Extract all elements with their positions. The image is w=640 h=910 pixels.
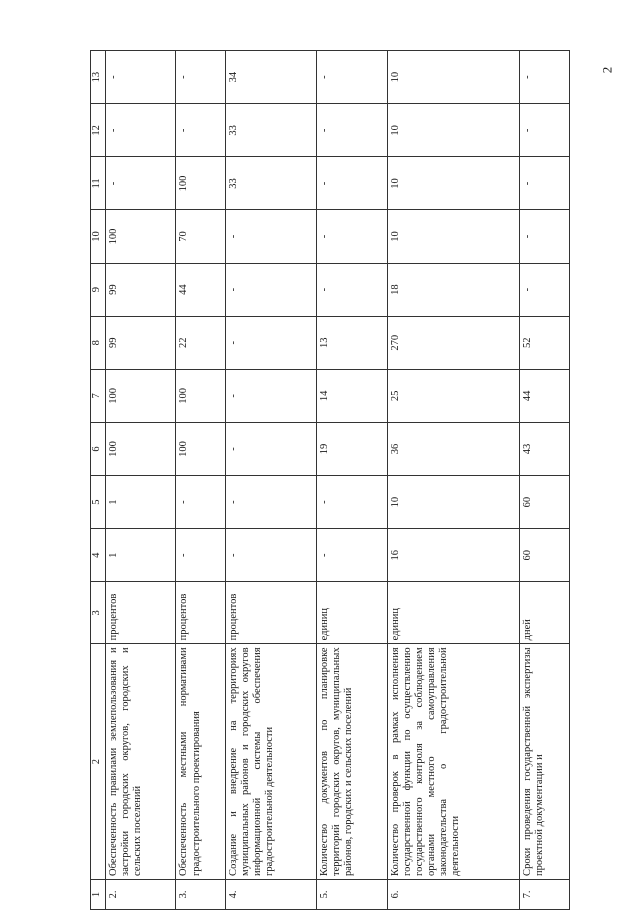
- value-cell: 270: [387, 316, 519, 369]
- table-row: [520, 51, 570, 910]
- value-cell: 34: [226, 51, 317, 104]
- value-cell: -: [317, 210, 387, 263]
- value-cell: -: [226, 316, 317, 369]
- value-cell: -: [520, 157, 570, 210]
- value-cell: 60: [520, 476, 570, 529]
- value-cell: 44: [520, 369, 570, 422]
- value-cell: 1: [106, 476, 176, 529]
- value-cell: 70: [176, 210, 226, 263]
- value-cell: -: [226, 369, 317, 422]
- column-header-13: 13: [91, 51, 106, 104]
- value-cell: 99: [106, 263, 176, 316]
- indicator-description-cell: Создание и внедрение на территориях муниципальных районов и городских округов информационной системы обеспечения градостроительной деятельности: [226, 644, 317, 880]
- table-row: [317, 51, 387, 910]
- value-cell: 100: [176, 157, 226, 210]
- value-cell: -: [106, 51, 176, 104]
- column-header-7: 7: [91, 369, 106, 422]
- row-number-cell: 4.: [226, 879, 317, 909]
- value-cell: -: [520, 104, 570, 157]
- value-cell: 25: [387, 369, 519, 422]
- column-header-5: 5: [91, 476, 106, 529]
- unit-cell: процентов: [106, 582, 176, 644]
- row-number-cell: 5.: [317, 879, 387, 909]
- value-cell: 99: [106, 316, 176, 369]
- value-cell: 10: [387, 157, 519, 210]
- value-cell: 44: [176, 263, 226, 316]
- table-row: [226, 51, 317, 910]
- indicator-description-cell: Обеспеченность правилами землепользования и застройки городских округов, городских и сельских поселений: [106, 644, 176, 880]
- value-cell: -: [226, 422, 317, 475]
- value-cell: 1: [106, 529, 176, 582]
- column-header-9: 9: [91, 263, 106, 316]
- table-row: [106, 51, 176, 910]
- value-cell: 10: [387, 104, 519, 157]
- column-header-2: 2: [91, 644, 106, 880]
- value-cell: -: [520, 51, 570, 104]
- value-cell: -: [106, 104, 176, 157]
- value-cell: -: [176, 51, 226, 104]
- column-header-10: 10: [91, 210, 106, 263]
- value-cell: -: [317, 529, 387, 582]
- column-header-3: 3: [91, 582, 106, 644]
- value-cell: 16: [387, 529, 519, 582]
- value-cell: 52: [520, 316, 570, 369]
- value-cell: 100: [176, 369, 226, 422]
- value-cell: -: [317, 157, 387, 210]
- unit-cell: единиц: [317, 582, 387, 644]
- value-cell: -: [176, 476, 226, 529]
- value-cell: -: [317, 263, 387, 316]
- rotated-table-container: [90, 50, 570, 910]
- row-number-cell: 6.: [387, 879, 519, 909]
- column-header-1: 1: [91, 879, 106, 909]
- table-row: [387, 51, 519, 910]
- column-header-12: 12: [91, 104, 106, 157]
- column-header-8: 8: [91, 316, 106, 369]
- indicator-description-cell: Обеспеченность местными нормативами градостроительного проектирования: [176, 644, 226, 880]
- value-cell: 10: [387, 210, 519, 263]
- value-cell: -: [176, 104, 226, 157]
- value-cell: -: [317, 476, 387, 529]
- value-cell: -: [176, 529, 226, 582]
- value-cell: 60: [520, 529, 570, 582]
- column-header-11: 11: [91, 157, 106, 210]
- value-cell: -: [226, 529, 317, 582]
- value-cell: 43: [520, 422, 570, 475]
- row-number-cell: 3.: [176, 879, 226, 909]
- value-cell: 22: [176, 316, 226, 369]
- row-number-cell: 7.: [520, 879, 570, 909]
- value-cell: 33: [226, 104, 317, 157]
- value-cell: -: [520, 210, 570, 263]
- row-number-cell: 2.: [106, 879, 176, 909]
- table-row: [176, 51, 226, 910]
- value-cell: -: [226, 263, 317, 316]
- value-cell: 100: [106, 422, 176, 475]
- unit-cell: процентов: [176, 582, 226, 644]
- indicator-description-cell: Количество проверок в рамках исполнения государственной функции по осуществлению государственного контроля за соблюдением органами местного самоуправления законодательства о градостроительной деятельности: [387, 644, 519, 880]
- indicator-description-cell: Сроки проведения государственной экспертизы проектной документации и: [520, 644, 570, 880]
- value-cell: -: [106, 157, 176, 210]
- value-cell: -: [226, 476, 317, 529]
- column-header-6: 6: [91, 422, 106, 475]
- value-cell: -: [520, 263, 570, 316]
- value-cell: -: [317, 51, 387, 104]
- value-cell: 10: [387, 476, 519, 529]
- value-cell: 10: [387, 51, 519, 104]
- indicators-table: [90, 50, 570, 910]
- value-cell: 19: [317, 422, 387, 475]
- value-cell: 100: [106, 369, 176, 422]
- unit-cell: дней: [520, 582, 570, 644]
- indicator-description-cell: Количество документов по планировке территорий городских округов, муниципальных районов, городских и сельских поселений: [317, 644, 387, 880]
- value-cell: 100: [176, 422, 226, 475]
- value-cell: -: [226, 210, 317, 263]
- page-number: 2: [598, 66, 614, 74]
- value-cell: -: [317, 104, 387, 157]
- value-cell: 13: [317, 316, 387, 369]
- column-header-4: 4: [91, 529, 106, 582]
- header-row: [91, 51, 106, 910]
- value-cell: 36: [387, 422, 519, 475]
- value-cell: 100: [106, 210, 176, 263]
- value-cell: 14: [317, 369, 387, 422]
- unit-cell: единиц: [387, 582, 519, 644]
- value-cell: 18: [387, 263, 519, 316]
- unit-cell: процентов: [226, 582, 317, 644]
- value-cell: 33: [226, 157, 317, 210]
